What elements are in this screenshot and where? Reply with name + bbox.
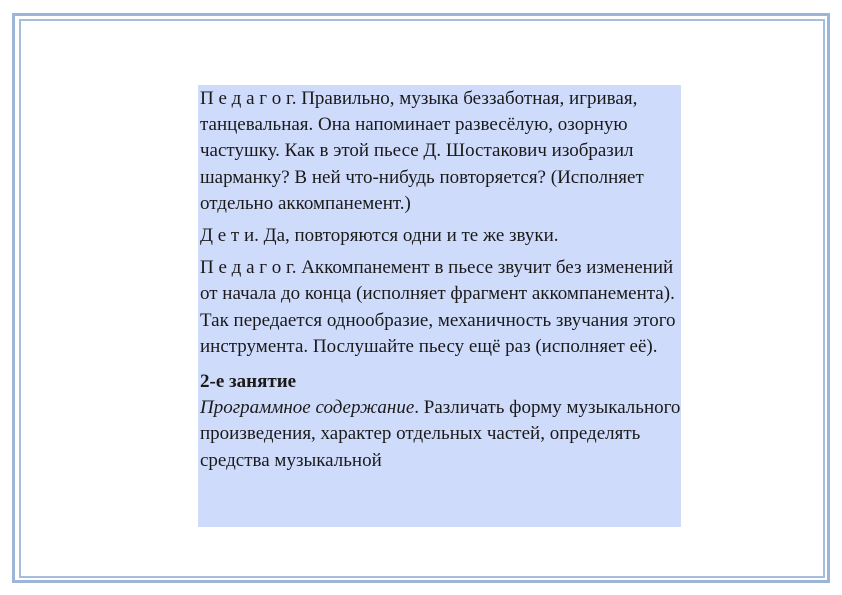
paragraph-text: . Аккомпанемент в пьесе звучит без изменений от начала до конца (исполняет фрагмент аккомпанемента). Так передается однообразие, механичность звучания этого инструмента. Послушайте пьесу ещё раз (исполняет её). <box>200 257 676 357</box>
text-box <box>198 85 681 527</box>
paragraph-text: . Различать форму музыкального произведения, характер отдельных частей, определять средства музыкальной <box>200 397 681 471</box>
paragraph-teacher-1 <box>200 86 681 217</box>
program-content-label: Программное содержание <box>200 397 415 419</box>
paragraph-text: . Да, повторяются одни и те же звуки. <box>254 225 559 247</box>
paragraph-text: . Правильно, музыка беззаботная, игривая, танцевальная. Она напоминает развесёлую, озорную частушку. Как в этой пьесе Д. Шостакович изобразил шарманку? В ней что-нибудь повторяется? (Исполняет отдельно аккомпанемент.) <box>200 88 644 214</box>
speaker-label: П е д а г о г <box>200 257 292 279</box>
paragraph-teacher-2 <box>200 255 681 360</box>
speaker-label: Д е т и <box>200 225 255 247</box>
paragraph-program-content <box>200 395 681 474</box>
lesson-heading: 2-е занятие <box>200 371 297 393</box>
speaker-label: П е д а г о г <box>200 88 292 109</box>
paragraph-children <box>200 223 681 249</box>
